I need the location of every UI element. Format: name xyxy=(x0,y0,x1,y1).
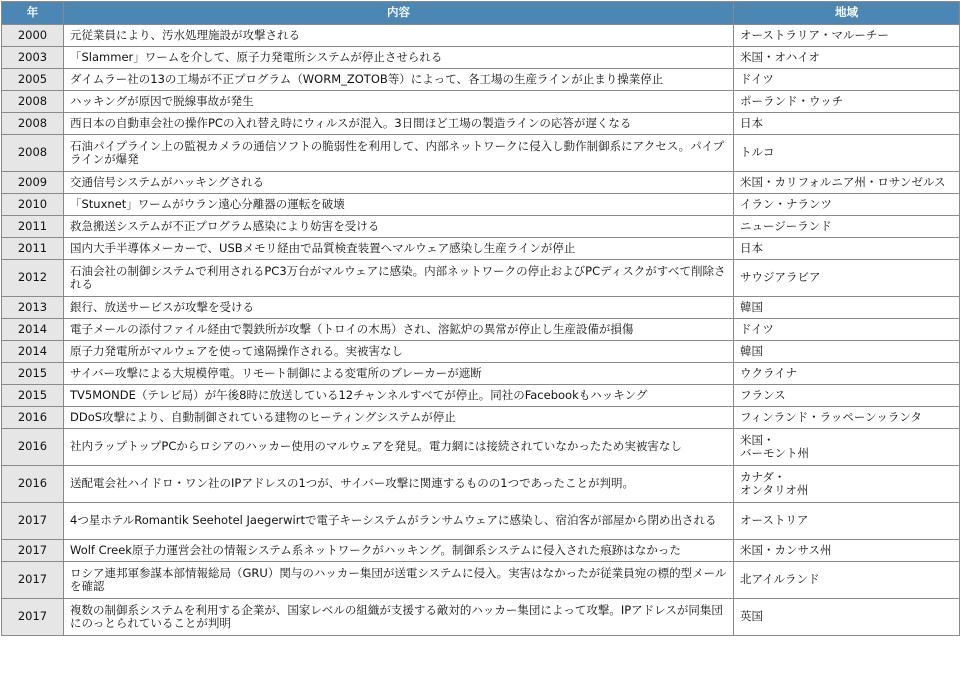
year-cell: 2014 xyxy=(2,319,64,341)
content-cell: ダイムラー社の13の工場が不正プログラム（WORM_ZOTOB等）によって、各工場の生産ラインが止まり操業停止 xyxy=(64,69,734,91)
content-cell: 「Stuxnet」ワームがウラン遠心分離器の運転を破壊 xyxy=(64,194,734,216)
region-cell: ウクライナ xyxy=(734,363,960,385)
table-body xyxy=(2,25,960,636)
table-row xyxy=(2,599,960,636)
header-row xyxy=(2,2,960,25)
content-cell: 電子メールの添付ファイル経由で製鉄所が攻撃（トロイの木馬）され、溶鉱炉の異常が停止し生産設備が損傷 xyxy=(64,319,734,341)
table-row xyxy=(2,47,960,69)
content-cell: ロシア連邦軍参謀本部情報総局（GRU）関与のハッカー集団が送電システムに侵入。実害はなかったが従業員宛の標的型メールを確認 xyxy=(64,562,734,599)
table-row xyxy=(2,91,960,113)
region-cell: 米国・ バーモント州 xyxy=(734,429,960,466)
content-cell: 4つ星ホテルRomantik Seehotel Jaegerwirtで電子キーシステムがランサムウェアに感染し、宿泊客が部屋から閉め出される xyxy=(64,503,734,540)
year-cell: 2016 xyxy=(2,466,64,503)
region-cell: 米国・オハイオ xyxy=(734,47,960,69)
content-cell: 交通信号システムがハッキングされる xyxy=(64,172,734,194)
region-cell: 韓国 xyxy=(734,297,960,319)
region-cell: オーストラリア・マルーチー xyxy=(734,25,960,47)
year-cell: 2011 xyxy=(2,238,64,260)
year-cell: 2009 xyxy=(2,172,64,194)
year-cell: 2008 xyxy=(2,135,64,172)
content-cell: 西日本の自動車会社の操作PCの入れ替え時にウィルスが混入。3日間ほど工場の製造ラインの応答が遅くなる xyxy=(64,113,734,135)
table-row xyxy=(2,540,960,562)
year-cell: 2005 xyxy=(2,69,64,91)
table-row xyxy=(2,466,960,503)
content-cell: 「Slammer」ワームを介して、原子力発電所システムが停止させられる xyxy=(64,47,734,69)
year-cell: 2017 xyxy=(2,599,64,636)
content-cell: 国内大手半導体メーカーで、USBメモリ経由で品質検査装置へマルウェア感染し生産ラインが停止 xyxy=(64,238,734,260)
region-cell: ドイツ xyxy=(734,319,960,341)
incident-table xyxy=(1,1,960,636)
table-row xyxy=(2,69,960,91)
table-row xyxy=(2,135,960,172)
region-cell: 米国・カリフォルニア州・ロサンゼルス xyxy=(734,172,960,194)
content-cell: サイバー攻撃による大規模停電。リモート制御による変電所のブレーカーが遮断 xyxy=(64,363,734,385)
year-cell: 2014 xyxy=(2,341,64,363)
table-row xyxy=(2,429,960,466)
header-year: 年 xyxy=(2,2,64,25)
content-cell: 元従業員により、汚水処理施設が攻撃される xyxy=(64,25,734,47)
table-row xyxy=(2,216,960,238)
region-cell: 英国 xyxy=(734,599,960,636)
year-cell: 2016 xyxy=(2,429,64,466)
region-cell: ニュージーランド xyxy=(734,216,960,238)
header-content: 内容 xyxy=(64,2,734,25)
table-row xyxy=(2,238,960,260)
region-cell: 米国・カンサス州 xyxy=(734,540,960,562)
table-row xyxy=(2,319,960,341)
header-region: 地域 xyxy=(734,2,960,25)
region-cell: 日本 xyxy=(734,113,960,135)
table-row xyxy=(2,297,960,319)
region-cell: 日本 xyxy=(734,238,960,260)
content-cell: 複数の制御系システムを利用する企業が、国家レベルの組織が支援する敵対的ハッカー集団によって攻撃。IPアドレスが同集団にのっとられていることが判明 xyxy=(64,599,734,636)
year-cell: 2017 xyxy=(2,562,64,599)
content-cell: 原子力発電所がマルウェアを使って遠隔操作される。実被害なし xyxy=(64,341,734,363)
year-cell: 2015 xyxy=(2,385,64,407)
region-cell: フランス xyxy=(734,385,960,407)
region-cell: ポーランド・ウッチ xyxy=(734,91,960,113)
content-cell: 社内ラップトップPCからロシアのハッカー使用のマルウェアを発見。電力網には接続されていなかったため実被害なし xyxy=(64,429,734,466)
table-row xyxy=(2,385,960,407)
year-cell: 2003 xyxy=(2,47,64,69)
table-row xyxy=(2,407,960,429)
content-cell: DDoS攻撃により、自動制御されている建物のヒーティングシステムが停止 xyxy=(64,407,734,429)
year-cell: 2015 xyxy=(2,363,64,385)
year-cell: 2016 xyxy=(2,407,64,429)
table-row xyxy=(2,25,960,47)
region-cell: イラン・ナランツ xyxy=(734,194,960,216)
content-cell: 石油パイプライン上の監視カメラの通信ソフトの脆弱性を利用して、内部ネットワークに侵入し動作制御系にアクセス。パイプラインが爆発 xyxy=(64,135,734,172)
content-cell: ハッキングが原因で脱線事故が発生 xyxy=(64,91,734,113)
table-row xyxy=(2,363,960,385)
table-row xyxy=(2,172,960,194)
table-row xyxy=(2,113,960,135)
content-cell: 石油会社の制御システムで利用されるPC3万台がマルウェアに感染。内部ネットワークの停止およびPCディスクがすべて削除される xyxy=(64,260,734,297)
content-cell: Wolf Creek原子力運営会社の情報システム系ネットワークがハッキング。制御系システムに侵入された痕跡はなかった xyxy=(64,540,734,562)
year-cell: 2008 xyxy=(2,113,64,135)
year-cell: 2017 xyxy=(2,540,64,562)
table-row xyxy=(2,194,960,216)
year-cell: 2000 xyxy=(2,25,64,47)
region-cell: 韓国 xyxy=(734,341,960,363)
region-cell: サウジアラビア xyxy=(734,260,960,297)
content-cell: 銀行、放送サービスが攻撃を受ける xyxy=(64,297,734,319)
table-header xyxy=(2,2,960,25)
table-row xyxy=(2,503,960,540)
content-cell: TV5MONDE（テレビ局）が午後8時に放送している12チャンネルすべてが停止。同社のFacebookもハッキング xyxy=(64,385,734,407)
table-row xyxy=(2,260,960,297)
year-cell: 2008 xyxy=(2,91,64,113)
region-cell: トルコ xyxy=(734,135,960,172)
table-row xyxy=(2,562,960,599)
content-cell: 送配電会社ハイドロ・ワン社のIPアドレスの1つが、サイバー攻撃に関連するものの1つであったことが判明。 xyxy=(64,466,734,503)
content-cell: 救急搬送システムが不正プログラム感染により妨害を受ける xyxy=(64,216,734,238)
year-cell: 2011 xyxy=(2,216,64,238)
region-cell: カナダ・ オンタリオ州 xyxy=(734,466,960,503)
year-cell: 2012 xyxy=(2,260,64,297)
year-cell: 2017 xyxy=(2,503,64,540)
region-cell: オーストリア xyxy=(734,503,960,540)
year-cell: 2010 xyxy=(2,194,64,216)
table-row xyxy=(2,341,960,363)
year-cell: 2013 xyxy=(2,297,64,319)
region-cell: 北アイルランド xyxy=(734,562,960,599)
region-cell: ドイツ xyxy=(734,69,960,91)
region-cell: フィンランド・ラッペーンッランタ xyxy=(734,407,960,429)
